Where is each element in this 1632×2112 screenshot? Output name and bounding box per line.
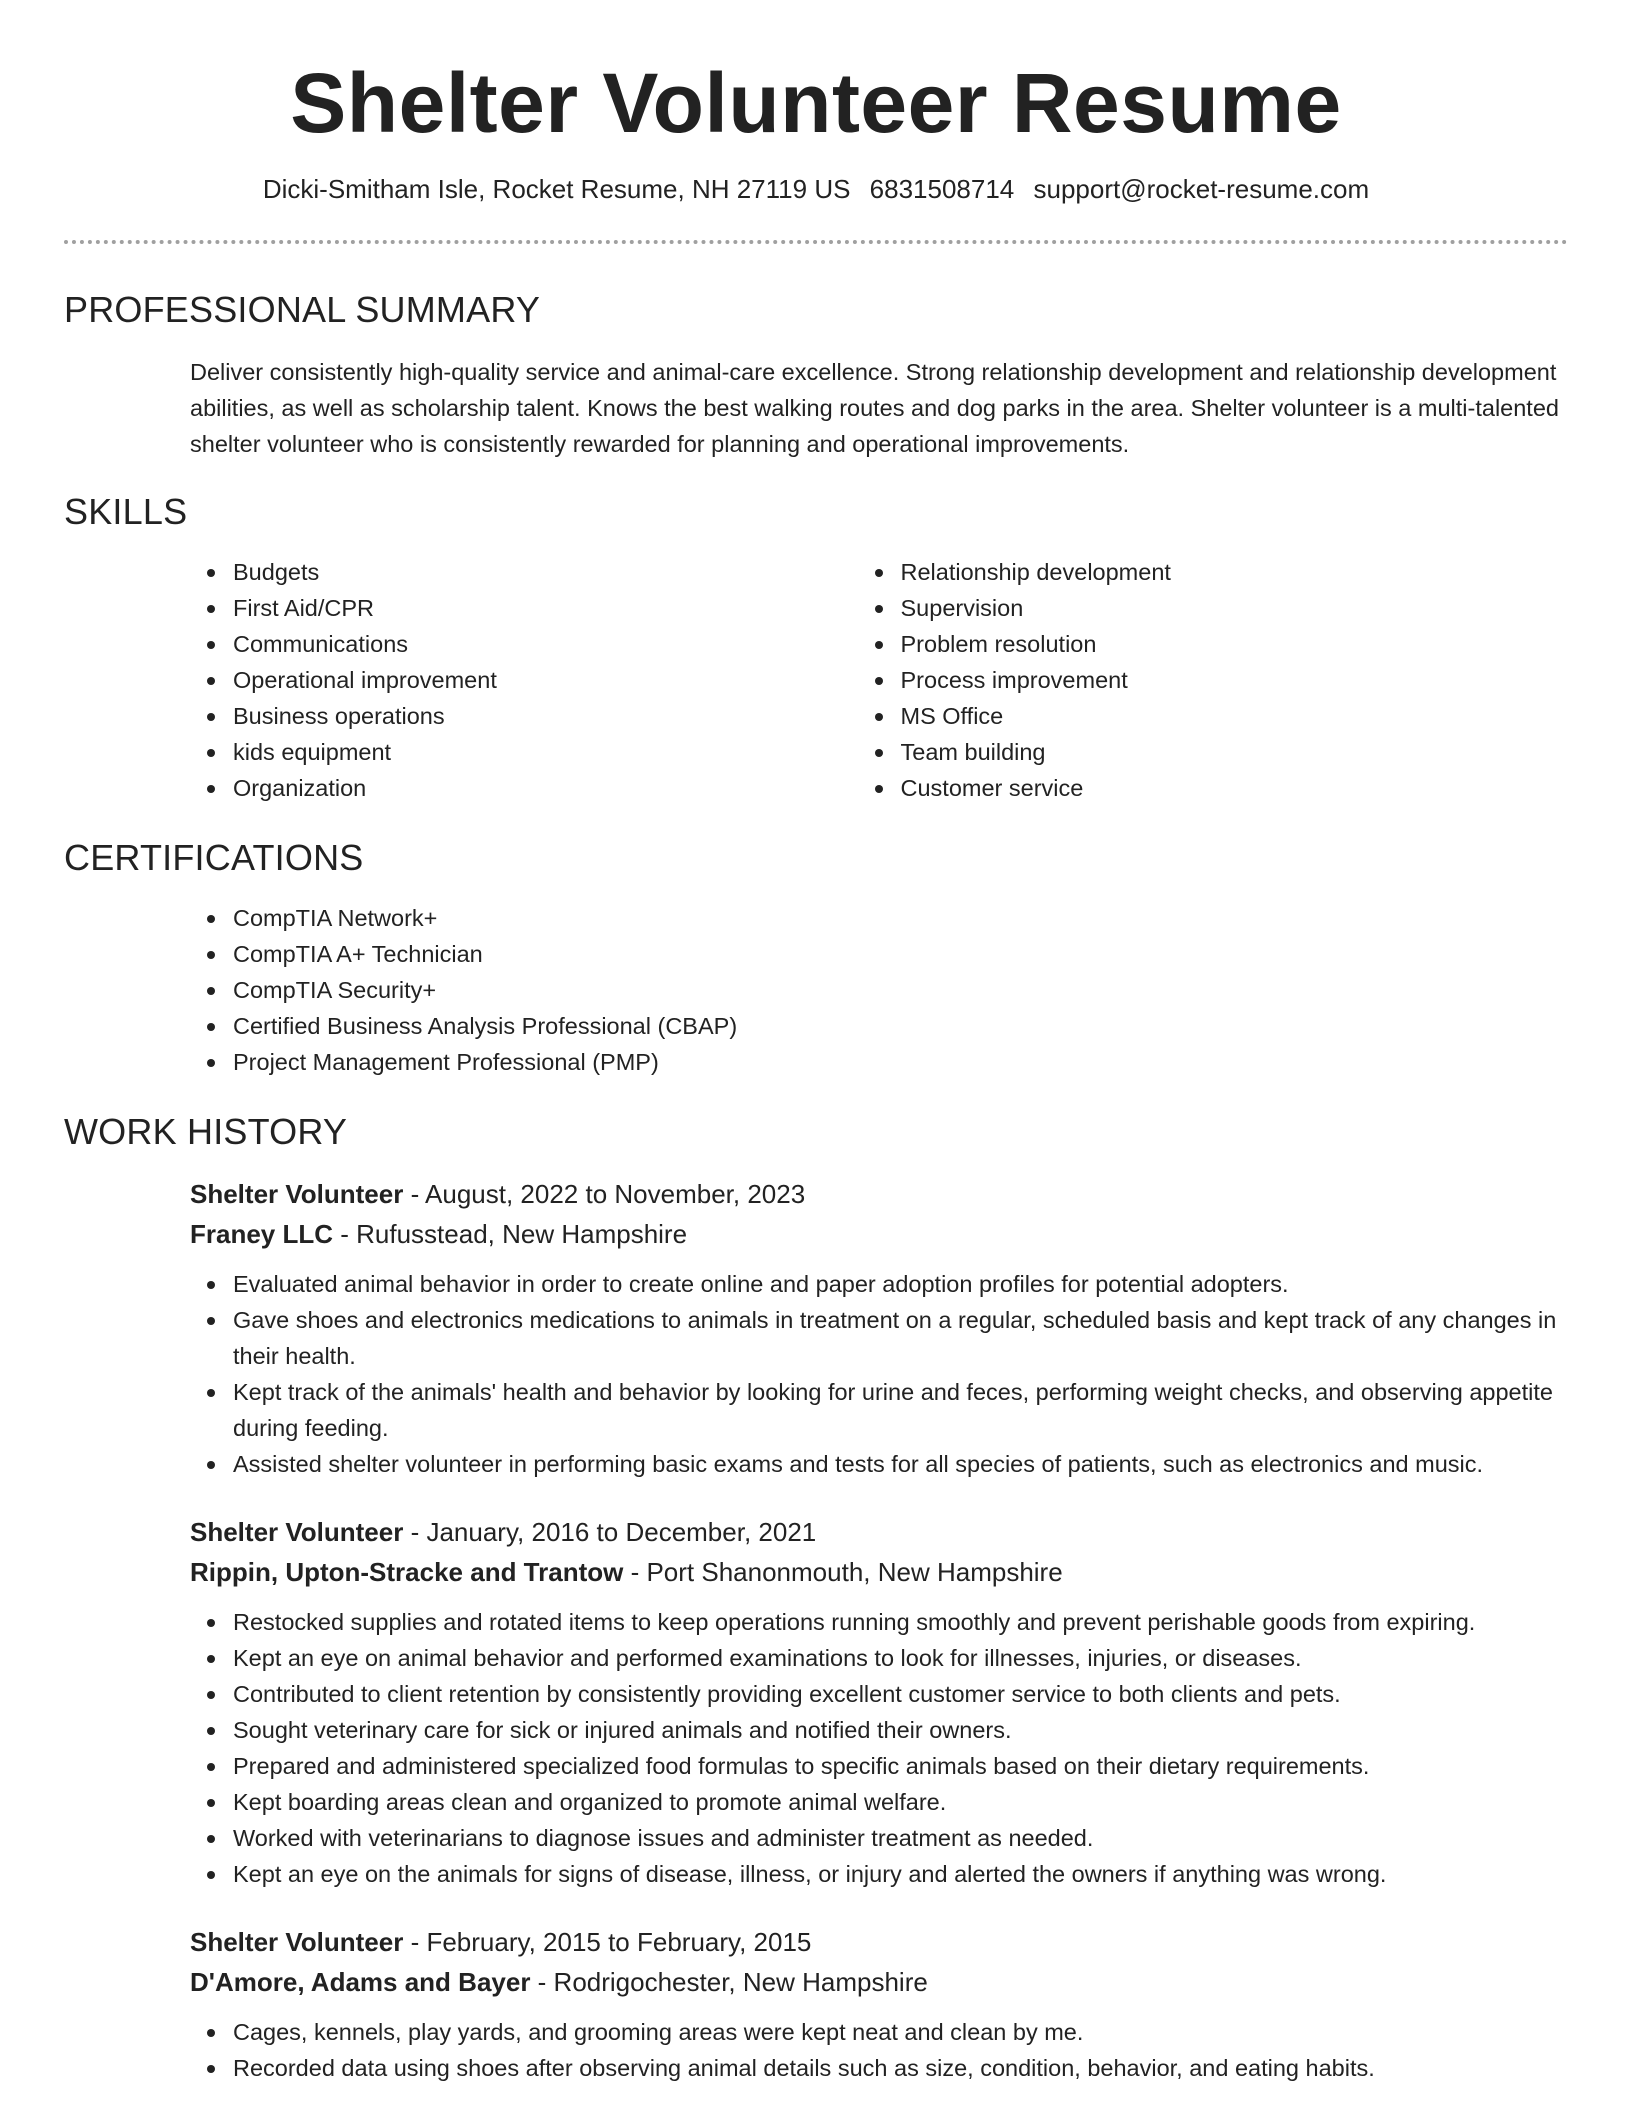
- job-bullet: Restocked supplies and rotated items to keep operations running smoothly and prevent perishable goods from expiring.: [233, 1604, 1568, 1640]
- job-bullet: Evaluated animal behavior in order to create online and paper adoption profiles for potential adopters.: [233, 1266, 1568, 1302]
- skill-item: Supervision: [901, 590, 1569, 626]
- job-bullets: [233, 1604, 1568, 1892]
- job-title: Shelter Volunteer: [190, 1179, 404, 1209]
- skill-item: MS Office: [901, 698, 1569, 734]
- skill-item: Problem resolution: [901, 626, 1569, 662]
- skill-item: Business operations: [233, 698, 901, 734]
- skill-item: First Aid/CPR: [233, 590, 901, 626]
- job-title: Shelter Volunteer: [190, 1517, 404, 1547]
- job-entry: [190, 1512, 1568, 1892]
- job-bullet: Kept boarding areas clean and organized to promote animal welfare.: [233, 1784, 1568, 1820]
- job-bullets: [233, 1266, 1568, 1482]
- job-bullet: Recorded data using shoes after observing animal details such as size, condition, behavior, and eating habits.: [233, 2050, 1568, 2086]
- job-location: - Rodrigochester, New Hampshire: [530, 1967, 928, 1997]
- job-bullet: Worked with veterinarians to diagnose issues and administer treatment as needed.: [233, 1820, 1568, 1856]
- section-title-certifications: CERTIFICATIONS: [64, 837, 364, 878]
- skill-item: Customer service: [901, 770, 1569, 806]
- summary-text: Deliver consistently high-quality service and animal-care excellence. Strong relationship development and relationship development abilities, as well as scholarship talent. Knows the best walking routes and dog parks in the area. Shelter volunteer is a multi-talented shelter volunteer who is consistently rewarded for planning and operational improvements.: [190, 359, 1559, 457]
- job-title: Shelter Volunteer: [190, 1927, 404, 1957]
- skill-item: Budgets: [233, 554, 901, 590]
- section-title-skills: SKILLS: [64, 491, 188, 532]
- header-divider: [64, 240, 1568, 244]
- job-bullet: Prepared and administered specialized food formulas to specific animals based on their dietary requirements.: [233, 1748, 1568, 1784]
- job-bullet: Kept an eye on animal behavior and performed examinations to look for illnesses, injuries, or diseases.: [233, 1640, 1568, 1676]
- skill-item: Process improvement: [901, 662, 1569, 698]
- skill-item: Communications: [233, 626, 901, 662]
- job-bullet: Gave shoes and electronics medications to animals in treatment on a regular, scheduled basis and kept track of any changes in their health.: [233, 1302, 1568, 1374]
- job-location: - Port Shanonmouth, New Hampshire: [623, 1557, 1063, 1587]
- job-bullet: Cages, kennels, play yards, and grooming areas were kept neat and clean by me.: [233, 2014, 1568, 2050]
- job-company: Rippin, Upton-Stracke and Trantow: [190, 1557, 624, 1587]
- job-bullet: Assisted shelter volunteer in performing basic exams and tests for all species of patients, such as electronics and music.: [233, 1446, 1568, 1482]
- skill-item: Operational improvement: [233, 662, 901, 698]
- job-dates: - August, 2022 to November, 2023: [403, 1179, 806, 1209]
- section-title-summary: PROFESSIONAL SUMMARY: [64, 289, 541, 330]
- skill-item: Organization: [233, 770, 901, 806]
- certification-item: CompTIA Network+: [233, 900, 1568, 936]
- job-company-line: [190, 1962, 1568, 2002]
- job-company-line: [190, 1214, 1568, 1254]
- skills-column-right: [901, 554, 1569, 806]
- certification-item: CompTIA A+ Technician: [233, 936, 1568, 972]
- job-company-line: [190, 1552, 1568, 1592]
- certification-item: Project Management Professional (PMP): [233, 1044, 1568, 1080]
- certifications-list: [233, 900, 1568, 1080]
- resume-title: Shelter Volunteer Resume: [290, 56, 1342, 150]
- skill-item: Relationship development: [901, 554, 1569, 590]
- certification-item: Certified Business Analysis Professional (CBAP): [233, 1008, 1568, 1044]
- contact-address: Dicki-Smitham Isle, Rocket Resume, NH 27119 US: [262, 174, 851, 204]
- contact-email: support@rocket-resume.com: [1033, 174, 1370, 204]
- certification-item: CompTIA Security+: [233, 972, 1568, 1008]
- job-bullet: Sought veterinary care for sick or injured animals and notified their owners.: [233, 1712, 1568, 1748]
- contact-line: [64, 172, 1568, 206]
- job-company: Franey LLC: [190, 1219, 334, 1249]
- job-bullet: Contributed to client retention by consistently providing excellent customer service to both clients and pets.: [233, 1676, 1568, 1712]
- job-title-line: [190, 1174, 1568, 1214]
- job-bullets: [233, 2014, 1568, 2086]
- skill-item: Team building: [901, 734, 1569, 770]
- job-entry: [190, 1922, 1568, 2086]
- job-dates: - January, 2016 to December, 2021: [403, 1517, 817, 1547]
- job-location: - Rufusstead, New Hampshire: [333, 1219, 688, 1249]
- job-entry: [190, 1174, 1568, 1482]
- skills-column-left: [233, 554, 901, 806]
- job-title-line: [190, 1922, 1568, 1962]
- section-title-work-history: WORK HISTORY: [64, 1111, 348, 1152]
- job-bullet: Kept track of the animals' health and behavior by looking for urine and feces, performing weight checks, and observing appetite during feeding.: [233, 1374, 1568, 1446]
- job-company: D'Amore, Adams and Bayer: [190, 1967, 531, 1997]
- job-title-line: [190, 1512, 1568, 1552]
- skill-item: kids equipment: [233, 734, 901, 770]
- skills-list: [233, 554, 1568, 806]
- contact-phone: 6831508714: [869, 174, 1015, 204]
- job-dates: - February, 2015 to February, 2015: [403, 1927, 812, 1957]
- job-bullet: Kept an eye on the animals for signs of disease, illness, or injury and alerted the owners if anything was wrong.: [233, 1856, 1568, 1892]
